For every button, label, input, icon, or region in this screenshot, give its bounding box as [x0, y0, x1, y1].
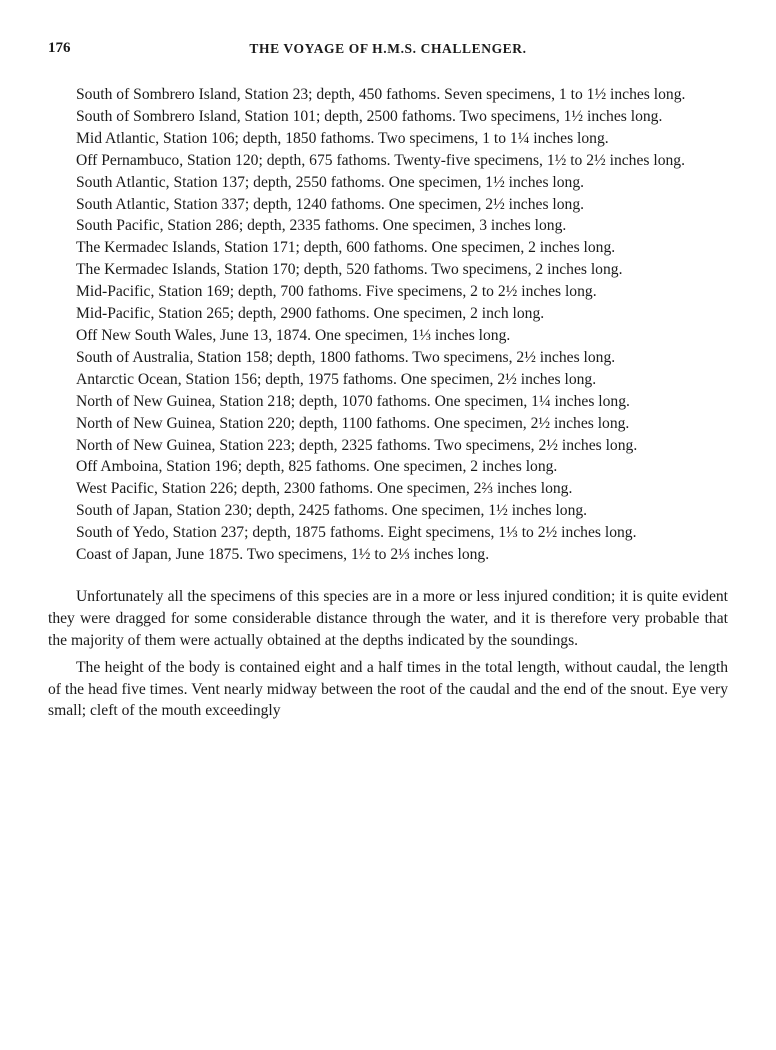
specimen-record: The Kermadec Islands, Station 171; depth, 600 fathoms. One specimen, 2 inches long. — [76, 239, 616, 257]
specimen-record: Off New South Wales, June 13, 1874. One specimen, 1⅓ inches long. — [76, 326, 511, 344]
specimen-record: Off Amboina, Station 196; depth, 825 fathoms. One specimen, 2 inches long. — [76, 458, 558, 476]
specimen-record: South of Yedo, Station 237; depth, 1875 fathoms. Eight specimens, 1⅓ to 2½ inches long. — [76, 524, 637, 542]
specimen-record: South of Australia, Station 158; depth, 1800 fathoms. Two specimens, 2½ inches long. — [76, 348, 616, 366]
specimen-record: The Kermadec Islands, Station 170; depth, 520 fathoms. Two specimens, 2 inches long. — [76, 261, 623, 279]
running-title: THE VOYAGE OF H.M.S. CHALLENGER. — [249, 41, 527, 56]
specimen-record: South Atlantic, Station 137; depth, 2550 fathoms. One specimen, 1½ inches long. — [76, 173, 585, 191]
specimen-record: Mid-Pacific, Station 169; depth, 700 fathoms. Five specimens, 2 to 2½ inches long. — [76, 283, 597, 301]
specimen-records — [48, 84, 728, 566]
body-paragraph: Unfortunately all the specimens of this species are in a more or less injured condition; it is quite evident they were dragged for some considerable distance through the water, and it is therefore very probable that the majority of them were actually obtained at the depths indicated by the soundings. — [48, 587, 728, 649]
specimen-record: West Pacific, Station 226; depth, 2300 fathoms. One specimen, 2⅔ inches long. — [76, 480, 573, 498]
specimen-record: Mid Atlantic, Station 106; depth, 1850 fathoms. Two specimens, 1 to 1¼ inches long. — [76, 129, 609, 147]
specimen-record: Antarctic Ocean, Station 156; depth, 1975 fathoms. One specimen, 2½ inches long. — [76, 370, 597, 388]
page-number: 176 — [48, 40, 71, 56]
specimen-record: Coast of Japan, June 1875. Two specimens, 1½ to 2⅓ inches long. — [76, 546, 490, 564]
specimen-record: North of New Guinea, Station 223; depth, 2325 fathoms. Two specimens, 2½ inches long. — [76, 436, 638, 454]
specimen-record: North of New Guinea, Station 218; depth, 1070 fathoms. One specimen, 1¼ inches long. — [76, 392, 630, 410]
specimen-record: Mid-Pacific, Station 265; depth, 2900 fathoms. One specimen, 2 inch long. — [76, 305, 545, 323]
specimen-record: South Pacific, Station 286; depth, 2335 fathoms. One specimen, 3 inches long. — [76, 217, 567, 235]
specimen-record: South of Japan, Station 230; depth, 2425 fathoms. One specimen, 1½ inches long. — [76, 502, 588, 520]
book-page — [48, 40, 728, 722]
specimen-record: South Atlantic, Station 337; depth, 1240 fathoms. One specimen, 2½ inches long. — [76, 195, 585, 213]
specimen-record: South of Sombrero Island, Station 23; depth, 450 fathoms. Seven specimens, 1 to 1½ inches long. — [76, 86, 686, 103]
body-text — [48, 586, 728, 722]
specimen-record: Off Pernambuco, Station 120; depth, 675 fathoms. Twenty-five specimens, 1½ to 2½ inches long. — [76, 151, 685, 169]
specimen-record: North of New Guinea, Station 220; depth, 1100 fathoms. One specimen, 2½ inches long. — [76, 414, 630, 432]
body-paragraph: The height of the body is contained eight and a half times in the total length, without caudal, the length of the head five times. Vent nearly midway between the root of the caudal and the end of the snout. Eye very small; cleft of the mouth exceedingly — [48, 658, 728, 720]
specimen-record: South of Sombrero Island, Station 101; depth, 2500 fathoms. Two specimens, 1½ inches long. — [76, 107, 663, 125]
page-header — [48, 40, 728, 70]
